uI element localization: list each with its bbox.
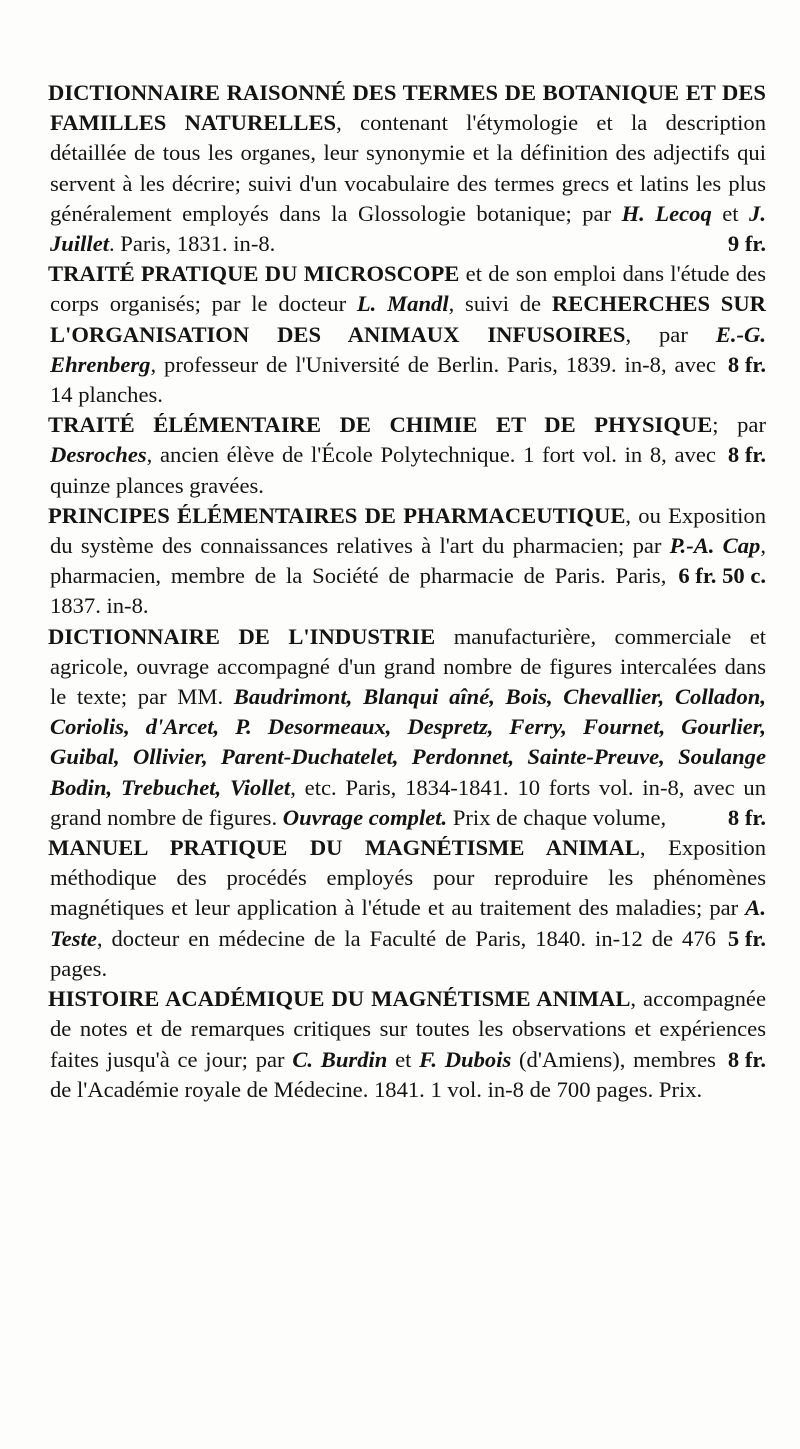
entry-title: TRAITÉ PRATIQUE DU MICROSCOPE [48, 261, 460, 287]
entry-author: F. Dubois [419, 1046, 512, 1072]
entry-authors: Baudrimont, Blanqui aîné, Bois, Chevallier, Colladon, Coriolis, d'Arcet, P. Desormeaux, Despretz, Ferry, Fournet, Gourlier, Guibal, Ollivier, Parent-Duchatelet, Perdonnet, Sainte-Preuve, Soulange Bodin, Trebuchet, Viollet [50, 684, 766, 800]
entry-title: DICTIONNAIRE RAISONNÉ DES TERMES DE BOTANIQUE ET DES FAMILLES NATURELLES [48, 80, 766, 136]
entry-subtitle: RECHERCHES SUR L'ORGANISATION DES ANIMAUX INFUSOIRES [50, 291, 766, 347]
entry-author: E.-G. Ehrenberg [50, 321, 766, 377]
entry-price: 8 fr. [727, 1046, 766, 1072]
entry-author: H. Lecoq [621, 200, 712, 226]
entry-description: , ou Exposition du système des connaissances relatives à l'art du pharmacien; par [50, 502, 766, 559]
catalog-entry-botanique [50, 78, 766, 259]
entry-description: , Exposition méthodique des procédés employés pour reproduire les phénomènes magnétiques et leur application à l'étude et au traitement des maladies; par [50, 835, 766, 921]
entry-description: , suivi de [448, 291, 552, 317]
entry-note: Ouvrage complet. [282, 804, 448, 830]
entry-price: 9 fr. [727, 231, 766, 257]
entry-description: , accompagnée de notes et de remarques critiques sur toutes les observations et expériences faites jusqu'à ce jour; par [50, 986, 766, 1072]
entry-title: MANUEL PRATIQUE DU MAGNÉTISME ANIMAL [48, 835, 640, 861]
entry-price: 8 fr. [727, 804, 766, 830]
entry-author: J. Juillet [50, 200, 766, 257]
entry-description: et de son emploi dans l'étude des corps organisés; par le docteur [50, 261, 766, 317]
entry-title: TRAITÉ ÉLÉMENTAIRE DE CHIMIE ET DE PHYSIQUE [48, 412, 713, 438]
entry-author: L. Mandl [356, 291, 449, 317]
entry-publication: , etc. Paris, 1834-1841. 10 forts vol. in-8, avec un grand nombre de figures. [50, 774, 766, 830]
entry-publication: . Paris, 1831. in-8. [109, 231, 276, 257]
entry-title: DICTIONNAIRE DE L'INDUSTRIE [48, 623, 436, 649]
entry-description: ; par [712, 412, 766, 438]
catalog-entry-microscope [50, 259, 766, 410]
catalog-entry-chimie [50, 410, 766, 501]
entry-conjunction: et [387, 1046, 420, 1072]
entry-description: manufacturière, commerciale et agricole, ouvrage accompagné d'un grand nombre de figures intercalées dans le texte; par MM. [50, 623, 767, 710]
entry-author: C. Burdin [292, 1046, 388, 1072]
entry-price: 8 fr. [727, 442, 766, 468]
catalog-entry-histoire-magnetisme [50, 984, 766, 1105]
entry-description: , par [625, 321, 716, 347]
entry-title: HISTOIRE ACADÉMIQUE DU MAGNÉTISME ANIMAL [48, 986, 631, 1012]
entry-publication: , ancien élève de l'École Polytechnique. 1 fort vol. in 8, avec quinze plances gravées. [50, 442, 716, 498]
entry-publication: (d'Amiens), membres de l'Académie royale de Médecine. 1841. 1 vol. in-8 de 700 pages. Prix. [50, 1046, 716, 1102]
catalog-entry-pharmaceutique [50, 501, 766, 622]
entry-price: 5 fr. [727, 925, 766, 951]
entry-publication: , pharmacien, membre de la Société de pharmacie de Paris. Paris, 1837. in-8. [50, 533, 766, 619]
entry-description: , contenant l'étymologie et la description détaillée de tous les organes, leur synonymie et la définition des adjectifs qui servent à les décrire; suivi d'un vocabulaire des termes grecs et latins les plus généralement employés dans la Glossologie botanique; par [50, 110, 766, 226]
entry-price: 6 fr. 50 c. [678, 563, 766, 589]
entry-price-label: Prix de chaque volume, [447, 804, 667, 830]
entry-price: 8 fr. [727, 351, 766, 377]
entry-conjunction: et [711, 200, 750, 226]
catalog-entry-industrie [50, 622, 766, 833]
entry-author: P.-A. Cap [669, 533, 761, 559]
entry-author: Desroches [50, 442, 147, 468]
entry-publication: , docteur en médecine de la Faculté de Paris, 1840. in-12 de 476 pages. [50, 925, 716, 981]
entry-title: PRINCIPES ÉLÉMENTAIRES DE PHARMACEUTIQUE [48, 502, 626, 528]
entry-publication: , professeur de l'Université de Berlin. Paris, 1839. in-8, avec 14 planches. [50, 351, 716, 408]
catalog-entry-manuel-magnetisme [50, 833, 766, 984]
entry-author: A. Teste [50, 895, 766, 951]
